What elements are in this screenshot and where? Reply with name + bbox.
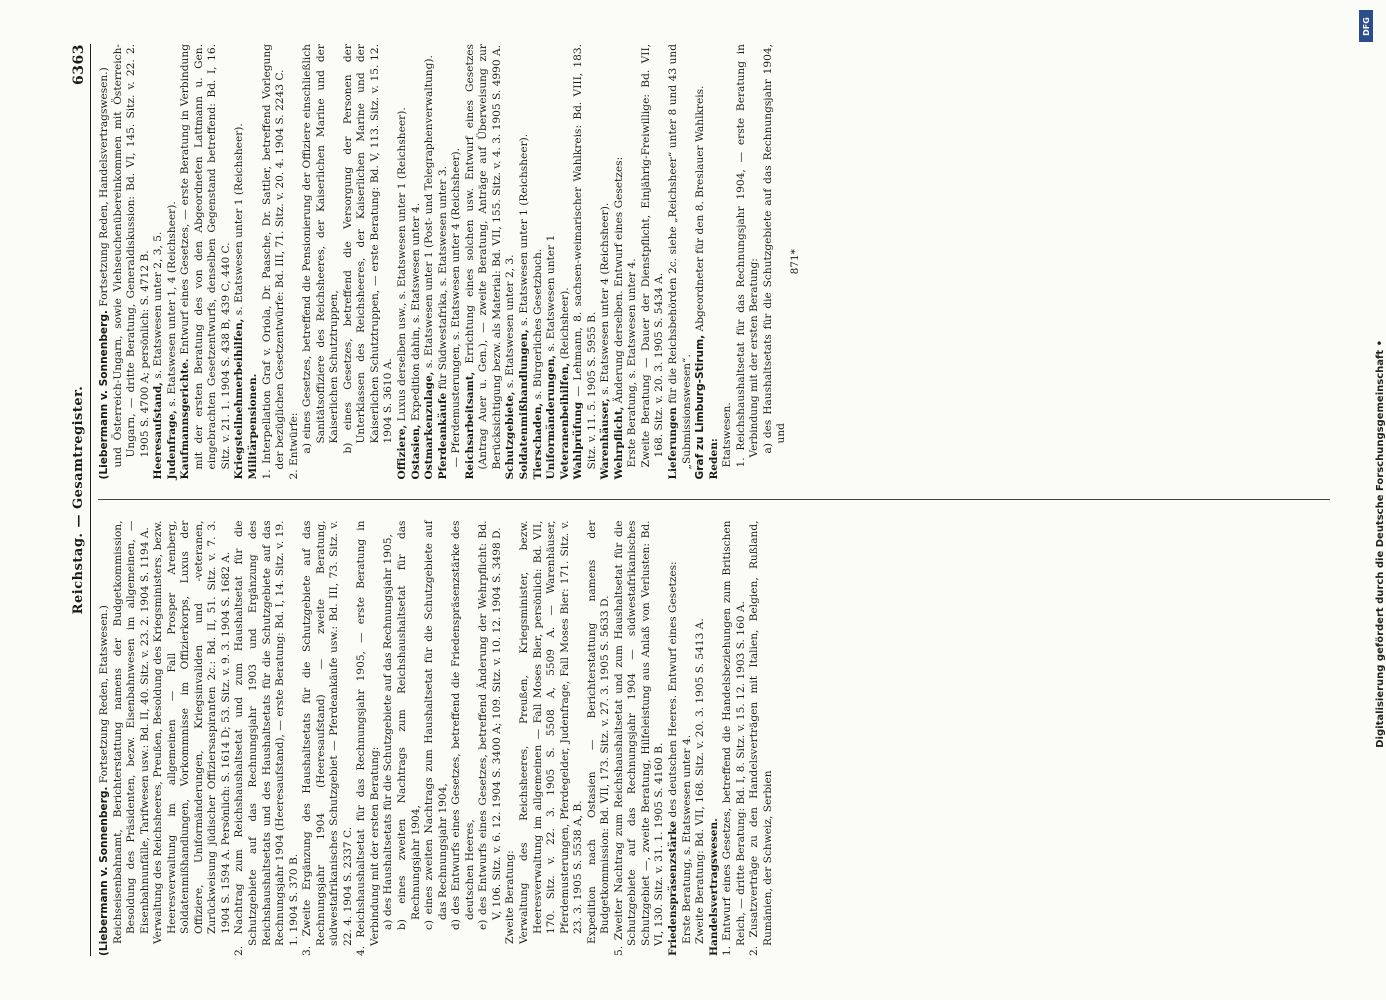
credit-sidebar [1357, 0, 1386, 1000]
entry-heading: Kaufmannsgerichte. [179, 358, 192, 480]
entry-text: s. Etatswesen unter 1, 4 (Reichsheer). [165, 201, 178, 411]
dfg-logo: DFG [1359, 10, 1373, 42]
entry-heading: Soldatenmißhandlungen, [517, 329, 530, 480]
person-name: Graf zu Limburg-Stirum, [694, 334, 707, 480]
column-divider [98, 500, 1330, 501]
entry-text: s. Etatswesen unter 1 (Reichsheer). [517, 133, 530, 330]
index-entry [708, 521, 722, 957]
entry-text: Reichseisenbahnamt, Berichterstattung namens der Budgetkommission, Besoldung des Präsidenten, bezw. Eisenbahnwesen im allgemeinen, — Eisenbahnunfälle, Tarifwesen usw.: Bd. II, 40. Sitz. v. 23. 2. 1904 S. 1194 A. [111, 520, 151, 944]
index-entry [450, 44, 464, 480]
entry-text: s. Etatswesen unter 1 [545, 234, 558, 355]
entry-text: (Reichsheer). [558, 287, 571, 363]
entry-text: s. Etatswesen unter 2, 3, 5. [152, 231, 165, 383]
page-header [64, 44, 91, 956]
entry-heading: Lieferungen [666, 407, 679, 480]
text-columns [98, 44, 1330, 956]
entry-text: s. Etatswesen unter 2, 3. [504, 254, 517, 392]
entry-text: für Südwestafrika, s. Etatswesen unter 3. [436, 166, 449, 393]
entry-text: s. Etatswesen unter 1 (Post- und Telegraphenverwaltung). [423, 55, 436, 372]
entry-heading: Ostasien, [409, 424, 422, 480]
entry-text: Zweite Beratung: [504, 850, 517, 944]
entry-text: 1. Reichshaushaltsetat für das Rechnungsjahr 1904, — erste Beratung in Verbindung mit der ersten Beratung: [734, 44, 761, 468]
signature-mark: 871* [788, 249, 801, 275]
entry-text: Erste Beratung, s. Etatswesen unter 4. [680, 734, 693, 944]
entry-heading: Pferdeankäufe [436, 392, 449, 480]
index-entry [112, 521, 153, 957]
index-entry [112, 44, 153, 480]
index-entry [681, 521, 695, 957]
entry-text: Errichtung eines solchen usw. Entwurf eines Gesetzes (Antrag Auer u. Gen.), — zweite Beratung, Anträge auf Überweisung zur Berücksichtigung bezw. als Material: Bd. VII, 155. Sitz. v. 4. 3. 1905 S. 4990 A. [463, 44, 503, 470]
index-entry [301, 44, 342, 480]
index-entry [98, 44, 112, 480]
left-column [98, 521, 1330, 957]
entry-text: und Österreich-Ungarn, sowie Viehseuchenübereinkommen mit Österreich-Ungarn, — dritte Beratung, Generaldiskussion: Bd. VI, 145. Sitz. v. 22. 2. 1905 S. 4700 A; persönlich: S. 4712 B. [111, 44, 151, 468]
entry-heading: Reden: [707, 438, 720, 480]
entry-heading: Reichsarbeitsamt, [463, 371, 476, 480]
entry-text: s. Etatswesen unter 4 (Reichsheer). [599, 202, 612, 399]
entry-text: 2. Entwürfe: [287, 412, 300, 480]
index-entry [694, 521, 708, 957]
entry-text: Erste Beratung, s. Etatswesen unter 4. [626, 258, 639, 468]
entry-heading: Veteranenbeihilfen, [558, 362, 571, 480]
index-entry [504, 44, 518, 480]
index-entry [667, 521, 681, 957]
index-entry [179, 44, 233, 480]
index-entry [382, 521, 396, 957]
index-entry [532, 44, 546, 480]
document-page [36, 20, 1346, 980]
entry-text: a) des Haushaltsetats für die Schutzgebiete auf das Rechnungsjahr 1905, [382, 534, 395, 930]
entry-text: 2. Nachtrag zum Reichshaushaltsetat und zum Haushaltsetat für die Schutzgebiete auf das Rechnungsjahr 1903 und Ergänzung des Reichshaushaltsetats und des Haushaltsetats für die Schutzgebiete auf das Rechnungsjahr 1904 (Heeresaufstand), — erste Beratung: Bd. I, 14. Sitz. v. 19. 1. 1904 S. 370 B. [233, 520, 300, 956]
index-entry [396, 44, 410, 480]
entry-heading: Militärpensionen. [247, 373, 260, 480]
right-column [98, 44, 1330, 480]
entry-text: a) des Haushaltsetats für die Schutzgebiete auf das Rechnungsjahr 1904, und [761, 44, 788, 454]
entry-text: Entwurf eines Gesetzes, — erste Beratung in Verbindung mit der ersten Beratung des von den Abgeordneten Lattmann u. Gen. eingebrachten Gesetzentwurfs, denselben Gegenstand betreffend: Bd. I, 16. Sitz. v. 21. 1. 1904 S. 438 B, 439 C, 440 C. [179, 44, 232, 470]
entry-text: 2. Zusatzverträge zu den Handelsverträgen mit Italien, Belgien, Rußland, Rumänien, der Schweiz, Serbien [748, 520, 774, 956]
index-entry [708, 44, 722, 480]
index-entry [288, 44, 302, 480]
entry-heading: Ostmarkenzulage, [423, 371, 436, 480]
entry-text: — Pferdemusterungen, s. Etatswesen unter 4 (Reichsheer). [450, 147, 463, 468]
index-entry [247, 44, 261, 480]
entry-text: des deutschen Heeres. Entwurf eines Gesetzes: [666, 561, 679, 821]
index-entry [355, 521, 382, 957]
entry-text: Zweite Beratung: Bd. VII, 168. Sitz. v. 20. 3. 1905 S. 5413 A. [694, 618, 707, 944]
entry-heading: Wahlprüfung [572, 401, 585, 480]
page-number: 6363 [71, 44, 87, 85]
index-entry [559, 44, 573, 480]
entry-heading: Kriegsteilnehmerbeihilfen, [233, 318, 246, 480]
entry-heading: Uniformänderungen, [545, 354, 558, 480]
entry-text: d) des Entwurfs eines Gesetzes, betreffend die Friedenspräsenzstärke des deutschen Heeres, [450, 520, 476, 930]
index-entry [410, 44, 424, 480]
entry-text: s. Etatswesen unter 1 (Reichsheer). [233, 123, 246, 319]
index-entry [518, 521, 586, 957]
entry-text: e) des Entwurfs eines Gesetzes, betreffend Änderung der Wehrpflicht: Bd. V, 106. Sitz. v. 6. 12. 1904 S. 3400 A; 109. Sitz. v. 10. 12. 1904 S. 3498 D. [477, 520, 503, 930]
entry-text: Etatswesen. [721, 402, 734, 468]
index-entry [301, 521, 355, 957]
person-name: (Liebermann v. Sonnenberg. [98, 786, 110, 956]
index-entry [261, 44, 288, 480]
index-entry [762, 44, 789, 480]
entry-text: s. Bürgerliches Gesetzbuch. [531, 248, 544, 403]
index-entry [152, 521, 233, 957]
entry-text: a) eines Gesetzes, betreffend die Pensionierung der Offiziere einschließlich Sanitätsoffiziere des Reichsheeres, der Kaiserlichen Marine und der Kaiserlichen Schutztruppen, [301, 44, 341, 454]
entry-text: für die Reichsbehörden 2c. siehe „Reichsheer“ unter 8 und 43 und „Submissionswesen“. [666, 44, 693, 470]
entry-text: Expedition nach Ostasien — Berichterstattung namens der Budgetkommission: Bd. VII, 173. Sitz. v. 27. 3. 1905 S. 5633 D. [585, 520, 612, 944]
index-entry [233, 521, 301, 957]
entry-text: Verwaltung des Reichsheeres, Preußen, Besoldung des Kriegsministers, bezw. Heeresverwaltung im allgemeinen — Fall Prosper Arenberg, Soldatenmißhandlungen, Vorkommnisse im Offizierkorps, Luxus der Offiziere, Uniformänderungen, Kriegsinvaliden und -veteranen, Zurückweisung jüdischer Offiziersaspiranten 2c.: Bd. II, 51. Sitz. v. 7. 3. 1904 S. 1594 A. Persönlich: S. 1614 D; 53. Sitz. v. 9. 3. 1904 S. 1682 A. [152, 520, 232, 944]
index-entry [477, 521, 504, 957]
entry-text: Fortsetzung Reden, Etatswesen.) [98, 605, 110, 787]
running-title: Reichstag. — Gesamtregister. [71, 385, 86, 615]
entry-heading: Warenhäuser, [599, 398, 612, 480]
index-entry [233, 44, 247, 480]
entry-heading: Handelsvertragswesen. [707, 818, 720, 956]
entry-text: b) eines Gesetzes, betreffend die Versorgung der Personen der Unterklassen des Reichsheeres, der Kaiserlichen Marine und der Kaiserlichen Schutztruppen, — erste Beratung: Bd. V, 113. Sitz. v. 15. 12. 1904 S. 3610 A. [341, 44, 395, 454]
entry-text: b) eines zweiten Nachtrags zum Reichshaushaltsetat für das Rechnungsjahr 1904, [396, 520, 422, 930]
entry-heading: Wehrpflicht, [612, 406, 625, 480]
index-entry [437, 44, 451, 480]
index-entry [423, 521, 450, 957]
entry-text: 1. Interpellation Graf v. Oriola, Dr. Paasche, Dr. Sattler, betreffend Vorlegung der bezüglichen Gesetzentwürfe: Bd. III, 71. Sitz. v. 20. 4. 1904 S. 2243 C. [260, 44, 287, 480]
entry-text: 1. Entwurf eines Gesetzes, betreffend die Handelsbeziehungen zum Britischen Reich, — dritte Beratung: Bd. I, 8. Sitz. v. 15. 12. 1903 S. 160 A. [721, 520, 747, 956]
entry-text: 5. Zweiter Nachtrag zum Reichshaushaltsetat und zum Haushaltsetat für die Schutzgebiete auf das Rechnungsjahr 1904 — südwestafrikanisches Schutzgebiet —, zweite Beratung, Hilfeleistung aus Anlaß von Verlusten: Bd. VI, 130. Sitz. v. 31. 1. 1905 S. 4160 B. [612, 520, 666, 956]
index-entry [572, 44, 599, 480]
index-entry [342, 44, 396, 480]
index-entry [721, 521, 748, 957]
index-entry [694, 44, 708, 480]
index-entry [152, 44, 166, 480]
entry-text: 3. Zweite Ergänzung des Haushaltsetats für die Schutzgebiete auf das Rechnungsjahr 1904 (Heeresaufstand) — zweite Beratung, südwestafrikanisches Schutzgebiet — Pferdeankäufe usw.: Bd. III, 73. Sitz. v. 22. 4. 1904 S. 2337 C. [301, 520, 354, 956]
index-entry [464, 44, 505, 480]
index-entry [423, 44, 437, 480]
index-entry [667, 44, 694, 480]
index-entry [98, 521, 112, 957]
entry-text: Abgeordneter für den 8. Breslauer Wahlkreis. [694, 85, 707, 335]
index-entry [586, 521, 613, 957]
entry-heading: Heeresaufstand, [152, 382, 165, 480]
entry-text: Luxus derselben usw., s. Etatswesen unter 1 (Reichsheer). [396, 107, 409, 425]
entry-text: Verwaltung des Reichsheeres, Preußen, Kriegsminister, bezw. Heeresverwaltung im allgemeinen — Fall Moses Bier, persönlich: Bd. VII, 170. Sitz. v. 22. 3. 1905 S. 5508 A, 5509 A. — Warenhäuser, Pferdemusterungen, Pferdegelder, Judenfrage, Fall Moses Bier: 171. Sitz. v. 23. 3. 1905 S. 5538 A, B. [517, 520, 585, 944]
index-entry [599, 44, 613, 480]
index-entry [640, 44, 667, 480]
index-entry [748, 521, 775, 957]
entry-text: Zweite Beratung — Dauer der Dienstpflicht, Einjährig-Freiwillige: Bd. VII, 168. Sitz. v. 20. 3. 1905 S. 5434 A. [639, 44, 666, 468]
entry-heading: Judenfrage, [165, 410, 178, 480]
index-entry [721, 44, 735, 480]
index-entry [613, 44, 627, 480]
entry-text: 4. Reichshaushaltsetat für das Rechnungsjahr 1905, — erste Beratung in Verbindung mit der ersten Beratung: [355, 520, 381, 956]
entry-heading: Schutzgebiete, [504, 391, 517, 480]
entry-heading: Offiziere, [396, 424, 409, 480]
index-entry [613, 521, 667, 957]
index-entry [504, 521, 518, 957]
entry-text: — Lehmann, 8. sachsen-weimarischer Wahlkreis: Bd. VIII, 183. Sitz. v. 11. 5. 1905 S. 5955 B. [572, 44, 598, 470]
index-entry [450, 521, 477, 957]
index-entry [396, 521, 423, 957]
index-entry [166, 44, 180, 480]
digitization-credit: Digitalisierung gefördert durch die Deutsche Forschungsgemeinschaft • [1375, 340, 1386, 748]
entry-heading: Friedenspräsenzstärke [666, 820, 679, 956]
entry-text: Fortsetzung Reden, Handelsvertragswesen.) [98, 67, 110, 311]
entry-heading: Tierschaden, [531, 402, 544, 480]
index-entry [545, 44, 559, 480]
index-entry [735, 44, 762, 480]
entry-text: c) eines zweiten Nachtrags zum Haushaltsetat für die Schutzgebiete auf das Rechnungsjahr 1904, [423, 520, 449, 930]
entry-text: Änderung derselben. Entwurf eines Gesetzes: [612, 156, 625, 407]
person-name: (Liebermann v. Sonnenberg. [98, 310, 110, 480]
index-entry [518, 44, 532, 480]
entry-text: Expedition dahin, s. Etatswesen unter 4. [409, 202, 422, 425]
index-entry [626, 44, 640, 480]
